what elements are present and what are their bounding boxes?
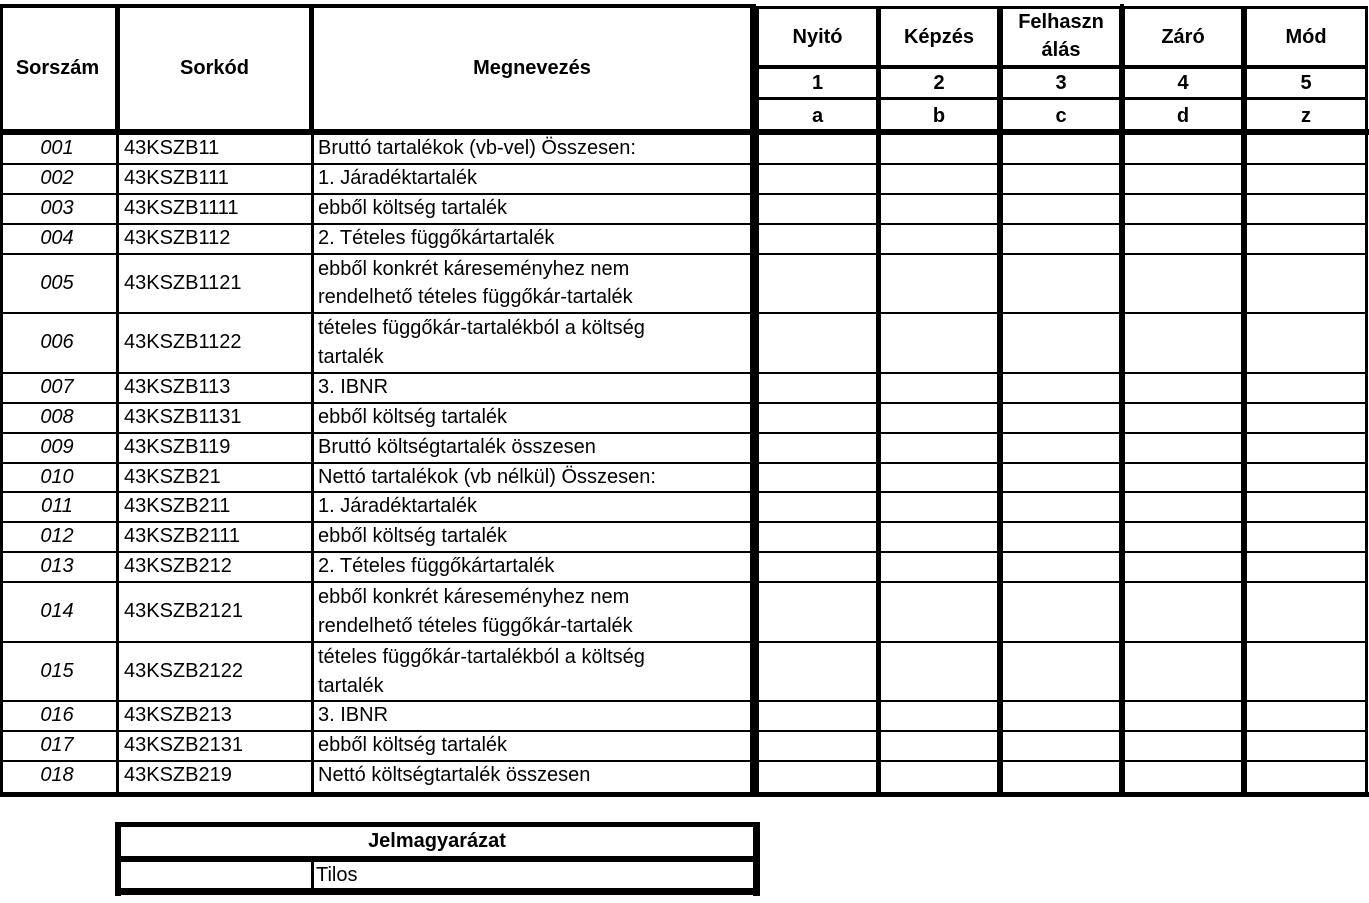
data-cell-c[interactable] [1003, 732, 1119, 760]
data-cell-c[interactable] [1003, 553, 1119, 581]
row-index: 005 [40, 271, 74, 294]
data-cell-d[interactable] [1125, 314, 1241, 372]
column-letter: b [932, 105, 946, 127]
row-name: tételes függőkár-tartalékból a költség [318, 645, 645, 668]
data-cell-z[interactable] [1247, 404, 1365, 432]
data-cell-b[interactable] [881, 523, 997, 551]
data-cell-z[interactable] [1247, 135, 1365, 163]
data-cell-z[interactable] [1247, 493, 1365, 521]
data-cell-z[interactable] [1247, 523, 1365, 551]
data-cell-a[interactable] [759, 732, 876, 760]
row-code: 43KSZB1111 [124, 196, 239, 219]
data-cell-a[interactable] [759, 702, 876, 730]
data-cell-c[interactable] [1003, 464, 1119, 492]
row-name: ebből konkrét káreseményhez nem [318, 257, 630, 280]
column-letter: c [1055, 105, 1067, 127]
row-code: 43KSZB119 [124, 435, 231, 458]
data-cell-z[interactable] [1247, 583, 1365, 641]
data-cell-a[interactable] [759, 643, 876, 701]
data-cell-c[interactable] [1003, 135, 1119, 163]
data-cell-d[interactable] [1125, 762, 1241, 790]
row-name: ebből költség tartalék [318, 734, 508, 757]
data-cell-a[interactable] [759, 165, 876, 193]
row-name: 2. Tételes függőkártartalék [318, 555, 555, 578]
row-index: 004 [40, 226, 74, 249]
row-index: 008 [40, 405, 74, 428]
row-index: 011 [41, 495, 73, 518]
data-cell-b[interactable] [881, 404, 997, 432]
column-header-label: Záró [1161, 26, 1205, 48]
data-cell-c[interactable] [1003, 314, 1119, 372]
row-index: 006 [40, 331, 74, 354]
data-cell-d[interactable] [1125, 225, 1241, 253]
data-cell-c[interactable] [1003, 255, 1119, 313]
data-cell-b[interactable] [881, 732, 997, 760]
data-cell-z[interactable] [1247, 255, 1365, 313]
data-cell-d[interactable] [1125, 493, 1241, 521]
row-index: 014 [40, 600, 74, 623]
row-name: ebből költség tartalék [318, 196, 508, 219]
row-index: 013 [40, 555, 74, 578]
data-cell-z[interactable] [1247, 195, 1365, 223]
data-cell-d[interactable] [1125, 732, 1241, 760]
data-cell-d[interactable] [1125, 195, 1241, 223]
row-name: ebből költség tartalék [318, 525, 508, 548]
row-code: 43KSZB2131 [124, 734, 243, 757]
row-name: 2. Tételes függőkártartalék [318, 226, 555, 249]
data-cell-a[interactable] [759, 434, 876, 462]
data-cell-d[interactable] [1125, 523, 1241, 551]
data-cell-b[interactable] [881, 255, 997, 313]
data-cell-a[interactable] [759, 135, 876, 163]
data-cell-d[interactable] [1125, 165, 1241, 193]
row-code: 43KSZB213 [124, 704, 232, 727]
row-code: 43KSZB21 [124, 465, 221, 488]
row-name: tartalék [318, 674, 384, 697]
data-cell-d[interactable] [1125, 702, 1241, 730]
data-cell-d[interactable] [1125, 583, 1241, 641]
column-number: 4 [1177, 72, 1189, 94]
data-cell-b[interactable] [881, 374, 997, 402]
table-bottom-rule [0, 792, 1369, 797]
column-header-divider [758, 97, 877, 100]
data-cell-b[interactable] [881, 553, 997, 581]
column-header-label: álás [1041, 39, 1081, 61]
column-header-label: Felhaszn [1018, 11, 1104, 33]
column-number: 2 [933, 72, 945, 94]
row-code: 43KSZB2111 [124, 525, 241, 548]
data-cell-a[interactable] [759, 404, 876, 432]
data-cell-a[interactable] [759, 762, 876, 790]
row-index: 018 [40, 764, 74, 787]
row-name: Nettó tartalékok (vb nélkül) Összesen: [318, 465, 656, 488]
row-name: 1. Járadéktartalék [318, 166, 477, 189]
data-cell-b[interactable] [881, 643, 997, 701]
column-header-label: Nyitó [792, 26, 843, 48]
legend-title: Jelmagyarázat [368, 830, 506, 852]
row-code: 43KSZB2122 [124, 659, 243, 682]
data-cell-c[interactable] [1003, 762, 1119, 790]
data-cell-c[interactable] [1003, 493, 1119, 521]
column-letter: a [811, 105, 824, 127]
row-code: 43KSZB111 [124, 166, 229, 189]
data-cell-d[interactable] [1125, 135, 1241, 163]
row-code: 43KSZB1121 [124, 271, 242, 294]
column-header-divider [1002, 97, 1120, 100]
data-cell-c[interactable] [1003, 434, 1119, 462]
row-name: Bruttó tartalékok (vb-vel) Összesen: [318, 137, 636, 159]
row-index: 003 [40, 196, 74, 219]
row-code: 43KSZB1122 [124, 331, 242, 354]
data-cell-d[interactable] [1125, 434, 1241, 462]
column-letter: z [1301, 105, 1311, 127]
column-header-divider [1246, 97, 1366, 100]
column-number: 3 [1055, 72, 1067, 94]
data-cell-z[interactable] [1247, 165, 1365, 193]
row-name: ebből költség tartalék [318, 405, 508, 428]
data-cell-b[interactable] [881, 195, 997, 223]
data-cell-a[interactable] [759, 464, 876, 492]
row-name: rendelhető tételes függőkár-tartalék [318, 286, 633, 309]
row-index: 010 [40, 465, 74, 488]
data-cell-b[interactable] [881, 702, 997, 730]
data-cell-d[interactable] [1125, 643, 1241, 701]
data-cell-a[interactable] [759, 493, 876, 521]
data-cell-z[interactable] [1247, 374, 1365, 402]
legend-frame-bottom [115, 888, 760, 895]
data-cell-c[interactable] [1003, 165, 1119, 193]
row-code: 43KSZB112 [124, 226, 231, 249]
column-number: 1 [811, 72, 824, 94]
data-cell-z[interactable] [1247, 314, 1365, 372]
data-cell-b[interactable] [881, 314, 997, 372]
data-cell-z[interactable] [1247, 762, 1365, 790]
data-cell-a[interactable] [759, 314, 876, 372]
data-cell-d[interactable] [1125, 374, 1241, 402]
data-cell-b[interactable] [881, 762, 997, 790]
data-cell-a[interactable] [759, 225, 876, 253]
data-cell-z[interactable] [1247, 732, 1365, 760]
data-cell-z[interactable] [1247, 434, 1365, 462]
data-cell-a[interactable] [759, 255, 876, 313]
row-index: 001 [40, 137, 74, 159]
row-code: 43KSZB2121 [124, 600, 243, 623]
data-cell-z[interactable] [1247, 464, 1365, 492]
data-cell-z[interactable] [1247, 225, 1365, 253]
data-cell-b[interactable] [881, 165, 997, 193]
data-cell-z[interactable] [1247, 553, 1365, 581]
data-cell-c[interactable] [1003, 404, 1119, 432]
row-index: 009 [40, 435, 74, 458]
legend-item-label: Tilos [316, 864, 358, 886]
row-name: ebből konkrét káreseményhez nem [318, 586, 630, 609]
row-code: 43KSZB113 [124, 375, 231, 398]
data-cell-a[interactable] [759, 553, 876, 581]
row-name: tételes függőkár-tartalékból a költség [318, 317, 645, 340]
data-cell-c[interactable] [1003, 583, 1119, 641]
row-code: 43KSZB219 [124, 764, 232, 787]
data-cell-b[interactable] [881, 434, 997, 462]
legend-swatch[interactable] [121, 862, 311, 888]
data-cell-d[interactable] [1125, 404, 1241, 432]
data-cell-b[interactable] [881, 493, 997, 521]
row-code: 43KSZB11 [124, 137, 220, 159]
data-cell-d[interactable] [1125, 553, 1241, 581]
row-index: 012 [40, 525, 74, 548]
data-cell-b[interactable] [881, 225, 997, 253]
data-cell-a[interactable] [759, 195, 876, 223]
row-name: tartalék [318, 346, 384, 369]
data-cell-c[interactable] [1003, 702, 1119, 730]
data-cell-a[interactable] [759, 374, 876, 402]
row-name: Nettó költségtartalék összesen [318, 764, 591, 787]
row-name: 3. IBNR [318, 375, 389, 398]
data-cell-b[interactable] [881, 583, 997, 641]
row-index: 015 [40, 659, 74, 682]
row-code: 43KSZB211 [124, 495, 231, 518]
row-name: 3. IBNR [318, 704, 389, 727]
column-header-label: Mód [1285, 26, 1327, 48]
data-cell-c[interactable] [1003, 523, 1119, 551]
column-header-divider [1124, 97, 1242, 100]
data-cell-d[interactable] [1125, 255, 1241, 313]
row-code: 43KSZB212 [124, 555, 232, 578]
data-cell-z[interactable] [1247, 702, 1365, 730]
data-cell-b[interactable] [881, 464, 997, 492]
row-code: 43KSZB1131 [124, 405, 242, 428]
row-index: 016 [40, 704, 74, 727]
data-cell-z[interactable] [1247, 643, 1365, 701]
column-header-divider [880, 97, 998, 100]
grid-line [1120, 4, 1124, 6]
row-index: 017 [40, 734, 74, 757]
data-cell-a[interactable] [759, 583, 876, 641]
column-header-sorszam: Sorszám [15, 57, 100, 79]
row-name: 1. Járadéktartalék [318, 495, 477, 518]
row-index: 007 [40, 375, 74, 398]
column-header-label: Képzés [903, 26, 975, 48]
data-cell-c[interactable] [1003, 374, 1119, 402]
data-cell-b[interactable] [881, 135, 997, 163]
column-header-megnevezes: Megnevezés [473, 57, 591, 79]
data-cell-c[interactable] [1003, 643, 1119, 701]
legend-cell-divider [311, 862, 314, 888]
column-header-sorkod: Sorkód [180, 57, 249, 79]
data-cell-d[interactable] [1125, 464, 1241, 492]
data-cell-a[interactable] [759, 523, 876, 551]
data-cell-c[interactable] [1003, 225, 1119, 253]
data-cell-c[interactable] [1003, 195, 1119, 223]
column-letter: d [1176, 105, 1190, 127]
row-name: Bruttó költségtartalék összesen [318, 435, 596, 458]
row-index: 002 [40, 166, 74, 189]
column-number: 5 [1300, 72, 1312, 94]
row-name: rendelhető tételes függőkár-tartalék [318, 614, 633, 637]
